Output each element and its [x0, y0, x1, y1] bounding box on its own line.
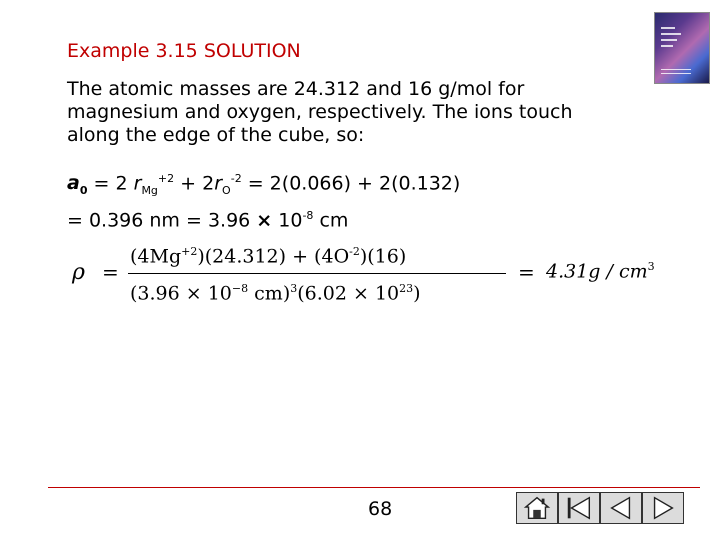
equation-line-1: $a_0 = 2$ $r_{Mg}^{+2} + 2r_O^{-2} = 2(0.066) + 2(0.132)$: [67, 172, 461, 198]
rho-symbol: ρ: [72, 260, 85, 285]
home-icon: [517, 493, 557, 523]
forward-button[interactable]: [642, 492, 684, 524]
formula-numerator: $(4Mg^{+2})(24.312) + (4O^{-2})(16)$: [130, 245, 407, 268]
body-paragraph: The atomic masses are 24.312 and 16 g/mol for magnesium and oxygen, respectively. The ions touch along the edge of the cube, so:: [67, 78, 573, 146]
equation-line-2: = 0.396 nm = $3.96 \times 10^{-8}$ cm: [67, 209, 349, 232]
forward-icon: [643, 493, 683, 523]
back-button[interactable]: [600, 492, 642, 524]
fraction-bar: [128, 273, 506, 274]
slide-title: Example 3.15 SOLUTION: [67, 40, 301, 62]
formula-result: $4.31g / cm^3$: [546, 260, 655, 283]
back-icon: [601, 493, 641, 523]
footer-divider: [48, 487, 700, 488]
equation-a0: [67, 166, 460, 233]
home-button[interactable]: [516, 492, 558, 524]
page-number: 68: [368, 498, 393, 520]
equals-sign-2: =: [518, 260, 535, 284]
formula-denominator: ($3.96 \times 10^{-8}$ $cm)^3(6.02 \times 10^{23})$: [130, 282, 421, 305]
book-cover-image: [654, 12, 710, 84]
first-icon: [559, 493, 599, 523]
density-formula: [72, 240, 655, 310]
first-button[interactable]: [558, 492, 600, 524]
equals-sign: =: [102, 260, 119, 284]
